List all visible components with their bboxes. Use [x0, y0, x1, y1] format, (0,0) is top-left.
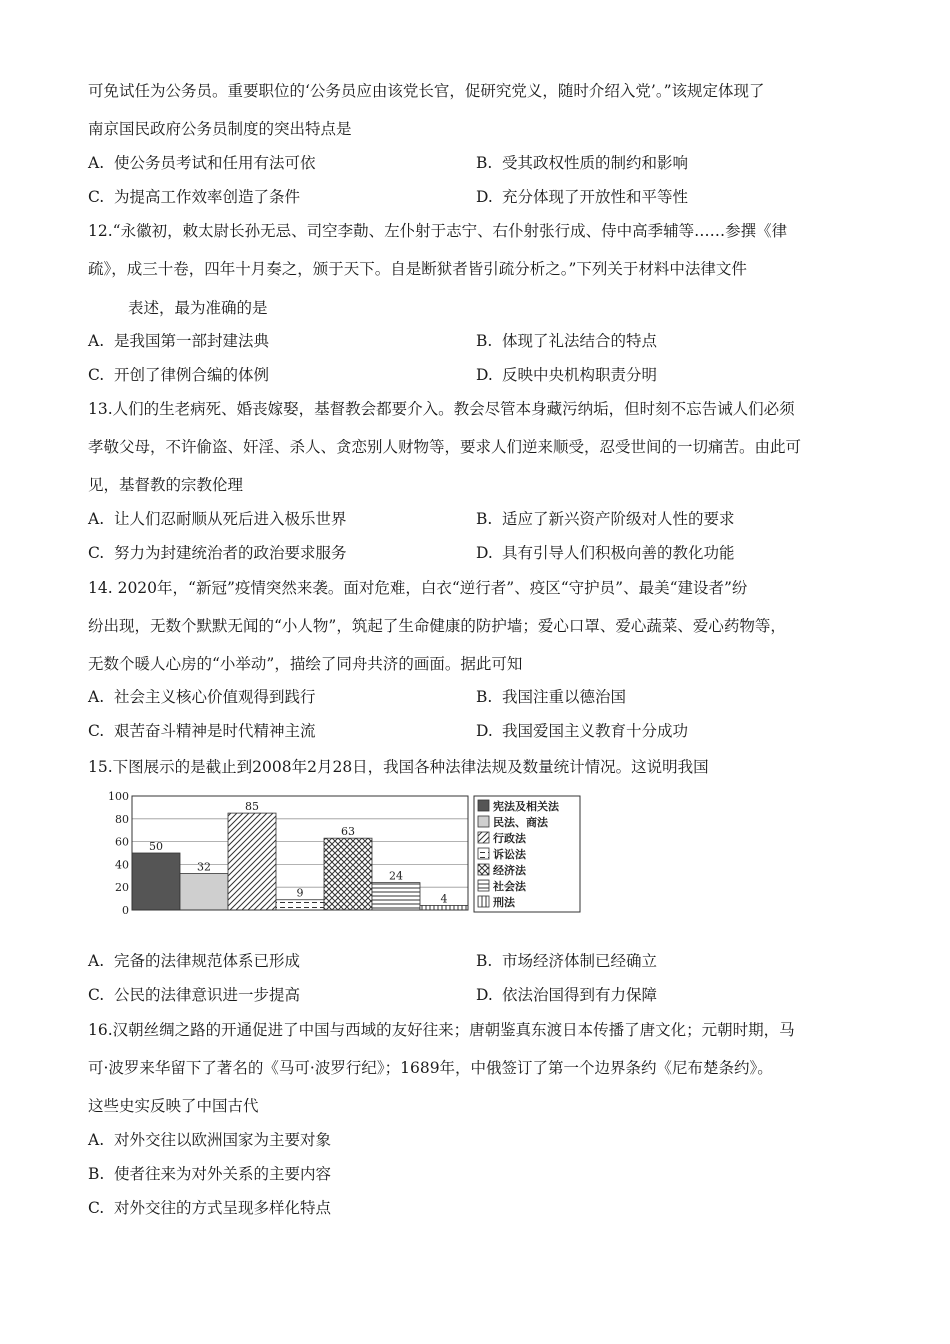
q13-option-a[interactable]: A. 让人们忍耐顺从死后进入极乐世界 — [88, 510, 347, 528]
legend-label: 宪法及相关法 — [493, 800, 559, 813]
bar-2 — [180, 874, 228, 910]
q14-stem-line-1: 14. 2020年，“新冠”疫情突然来袭。面对危难，白衣“逆行者”、疫区“守护员”、最美“建设者”纷 — [88, 579, 748, 597]
q13-stem-line-3: 见，基督教的宗教伦理 — [88, 476, 244, 494]
q16-stem-line-3: 这些史实反映了中国古代 — [88, 1097, 259, 1115]
legend-label: 刑法 — [493, 896, 515, 909]
bar-7 — [420, 905, 468, 910]
legend-label: 诉讼法 — [493, 848, 526, 861]
legend-label: 社会法 — [493, 880, 526, 893]
q16-option-c[interactable]: C. 对外交往的方式呈现多样化特点 — [88, 1199, 332, 1217]
y-tick-label: 60 — [115, 835, 129, 849]
legend-label: 经济法 — [493, 864, 526, 877]
y-tick-label: 20 — [115, 881, 129, 895]
bar-value-label: 85 — [245, 800, 259, 814]
y-tick-label: 40 — [115, 858, 129, 872]
q11-option-c[interactable]: C. 为提高工作效率创造了条件 — [88, 188, 301, 206]
legend-swatch — [478, 848, 489, 859]
legend-label: 行政法 — [493, 832, 526, 845]
bar-5 — [324, 838, 372, 910]
bar-value-label: 9 — [296, 886, 304, 900]
bar-value-label: 50 — [149, 840, 163, 853]
legend-swatch — [478, 816, 489, 827]
q13-option-b[interactable]: B. 适应了新兴资产阶级对人性的要求 — [476, 510, 735, 528]
q14-option-a[interactable]: A. 社会主义核心价值观得到践行 — [88, 688, 316, 706]
bar-6 — [372, 883, 420, 910]
q15-stem-line-1: 15.下图展示的是截止到2008年2月28日，我国各种法律法规及数量统计情况。这说明我国 — [88, 758, 709, 776]
q14-option-b[interactable]: B. 我国注重以德治国 — [476, 688, 627, 706]
legend-swatch — [478, 880, 489, 891]
bar-3 — [228, 813, 276, 910]
legend-swatch — [478, 832, 489, 843]
q13-stem-line-2: 孝敬父母，不许偷盗、奸淫、杀人、贪恋别人财物等，要求人们逆来顺受，忍受世间的一切痛苦。由此可 — [88, 438, 802, 456]
bar-value-label: 32 — [197, 860, 211, 874]
q14-stem-line-3: 无数个暖人心房的“小举动”，描绘了同舟共济的画面。据此可知 — [88, 655, 523, 673]
legend-swatch — [478, 864, 489, 875]
chart-legend — [474, 796, 580, 912]
q15-option-b[interactable]: B. 市场经济体制已经确立 — [476, 952, 658, 970]
bar-value-label: 4 — [440, 892, 448, 906]
q15-option-c[interactable]: C. 公民的法律意识进一步提高 — [88, 986, 301, 1004]
bar-value-label: 63 — [341, 825, 355, 839]
q16-option-a[interactable]: A. 对外交往以欧洲国家为主要对象 — [88, 1131, 332, 1149]
legend-swatch — [478, 896, 489, 907]
q16-stem-line-1: 16.汉朝丝绸之路的开通促进了中国与西域的友好往来；唐朝鉴真东渡日本传播了唐文化；元朝时期，马 — [88, 1021, 795, 1039]
legend-swatch — [478, 800, 489, 811]
legend-label: 民法、商法 — [493, 816, 548, 829]
q12-option-d[interactable]: D. 反映中央机构职责分明 — [476, 366, 658, 384]
bar-value-label: 24 — [389, 869, 403, 883]
q11-option-a[interactable]: A. 使公务员考试和任用有法可依 — [88, 154, 316, 172]
intro-line-2: 南京国民政府公务员制度的突出特点是 — [88, 120, 352, 138]
q16-stem-line-2: 可·波罗来华留下了著名的《马可·波罗行纪》；1689年，中俄签订了第一个边界条约《尼布楚条约》。 — [88, 1059, 773, 1077]
q11-option-d[interactable]: D. 充分体现了开放性和平等性 — [476, 188, 689, 206]
bar-4 — [276, 900, 324, 910]
y-tick-label: 100 — [108, 790, 129, 803]
q15-option-d[interactable]: D. 依法治国得到有力保障 — [476, 986, 658, 1004]
q12-option-a[interactable]: A. 是我国第一部封建法典 — [88, 332, 270, 350]
chart-y-axis — [108, 790, 129, 917]
bar-1 — [132, 853, 180, 910]
q13-option-c[interactable]: C. 努力为封建统治者的政治要求服务 — [88, 544, 347, 562]
q14-stem-line-2: 纷出现，无数个默默无闻的“小人物”，筑起了生命健康的防护墙；爱心口罩、爱心蔬菜、爱心药物等， — [88, 617, 786, 635]
legend-box — [474, 796, 580, 912]
q11-option-b[interactable]: B. 受其政权性质的制约和影响 — [476, 154, 689, 172]
y-tick-label: 0 — [122, 904, 129, 917]
q15-option-a[interactable]: A. 完备的法律规范体系已形成 — [88, 952, 301, 970]
q14-option-d[interactable]: D. 我国爱国主义教育十分成功 — [476, 722, 689, 740]
q12-option-c[interactable]: C. 开创了律例合编的体例 — [88, 366, 270, 384]
q12-option-b[interactable]: B. 体现了礼法结合的特点 — [476, 332, 658, 350]
q13-option-d[interactable]: D. 具有引导人们积极向善的教化功能 — [476, 544, 735, 562]
q14-option-c[interactable]: C. 艰苦奋斗精神是时代精神主流 — [88, 722, 316, 740]
q12-stem-line-3: 表述，最为准确的是 — [128, 299, 268, 317]
q16-option-b[interactable]: B. 使者往来为对外关系的主要内容 — [88, 1165, 332, 1183]
q13-stem-line-1: 13.人们的生老病死、婚丧嫁娶，基督教会都要介入。教会尽管本身藏污纳垢，但时刻不忘告诫人们必须 — [88, 400, 795, 418]
q12-stem-line-1: 12.“永徽初，敕太尉长孙无忌、司空李勣、左仆射于志宁、右仆射张行成、侍中高季辅等……参撰《律 — [88, 222, 788, 240]
intro-line-1: 可免试任为公务员。重要职位的‘公务员应由该党长官，促研究党义，随时介绍入党’。”该规定体现了 — [88, 82, 765, 100]
y-tick-label: 80 — [115, 812, 129, 826]
q12-stem-line-2: 疏》，成三十卷，四年十月奏之，颁于天下。自是断狱者皆引疏分析之。”下列关于材料中法律文件 — [88, 260, 747, 278]
law-count-bar-chart — [104, 790, 584, 920]
